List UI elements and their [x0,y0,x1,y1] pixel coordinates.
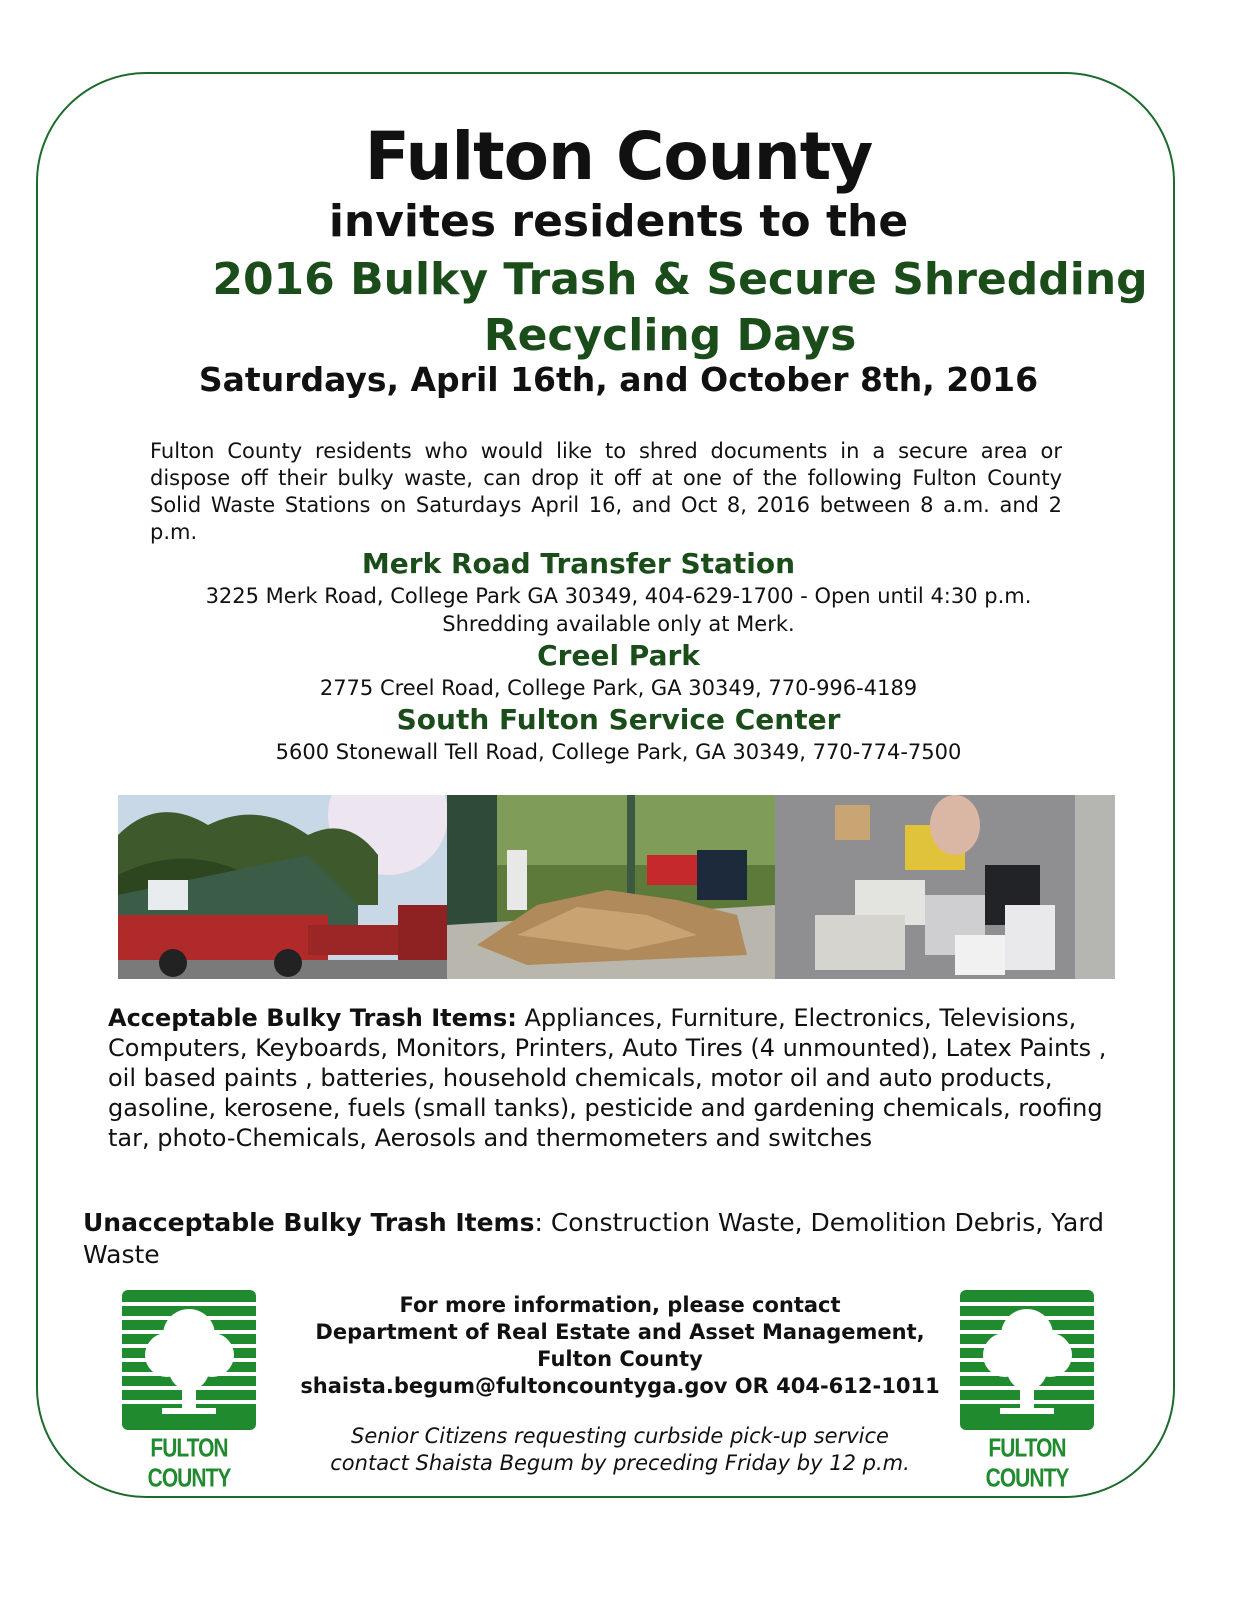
station-name-south-fulton: South Fulton Service Center [396,703,841,736]
event-title-line2: Recycling Days [483,310,857,361]
station-name-creel: Creel Park [537,639,700,672]
senior-citizens-note [290,1423,950,1477]
photo-cardboard [447,795,775,979]
contact-email-phone: shaista.begum@fultoncountyga.gov OR 404-612-1011 [300,1374,940,1398]
page-title: Fulton County [364,118,873,195]
contact-info [300,1292,940,1400]
contact-line1: For more information, please contact [399,1293,841,1317]
acceptable-items [108,1003,1108,1153]
acceptable-items-text: Appliances, Furniture, Electronics, Televisions, Computers, Keyboards, Monitors, Printers, Auto Tires (4 unmounted), Latex Paints , oil based paints , batteries, household chemicals, motor oil and auto products, gasoline, kerosene, fuels (small tanks), pesticide and gardening chemicals, roofing tar, photo-Chemicals, Aerosols and thermometers and switches [108,1004,1107,1152]
unacceptable-items [83,1207,1153,1271]
event-title-line1: 2016 Bulky Trash & Secure Shredding [212,254,1148,305]
photo-truck [118,795,447,979]
contact-line2: Department of Real Estate and Asset Management, [315,1320,925,1344]
event-dates: Saturdays, April 16th, and October 8th, 2016 [198,360,1039,399]
senior-line2: contact Shaista Begum by preceding Friday by 12 p.m. [330,1451,910,1475]
contact-line3: Fulton County [537,1347,703,1371]
logo-caption-left: FULTON COUNTY [147,1434,231,1493]
acceptable-items-label: Acceptable Bulky Trash Items: [108,1004,517,1032]
station-address-south-fulton: 5600 Stonewall Tell Road, College Park, GA 30349, 770-774-7500 [275,740,962,764]
photo-electronics [775,795,1115,979]
fulton-county-logo-right [960,1290,1094,1493]
event-title [150,252,1210,364]
logo-caption-right: FULTON COUNTY [985,1434,1069,1493]
unacceptable-items-text: : Construction Waste, Demolition Debris, Yard Waste [83,1208,1105,1269]
photo-strip [118,795,1115,979]
fulton-county-logo-left [122,1290,256,1493]
unacceptable-items-label: Unacceptable Bulky Trash Items [83,1208,535,1237]
senior-line1: Senior Citizens requesting curbside pick-up service [351,1424,889,1448]
station-name-merk: Merk Road Transfer Station [361,547,796,580]
subtitle: invites residents to the [328,196,909,247]
station-address-merk: 3225 Merk Road, College Park GA 30349, 404-629-1700 - Open until 4:30 p.m. [205,584,1032,608]
station-note-merk: Shredding available only at Merk. [442,612,795,636]
intro-paragraph: Fulton County residents who would like to shred documents in a secure area or dispose off their bulky waste, can drop it off at one of the following Fulton County Solid Waste Stations on Saturdays April 16, and Oct 8, 2016 between 8 a.m. and 2 p.m. [150,439,1062,544]
station-address-creel: 2775 Creel Road, College Park, GA 30349, 770-996-4189 [319,676,918,700]
